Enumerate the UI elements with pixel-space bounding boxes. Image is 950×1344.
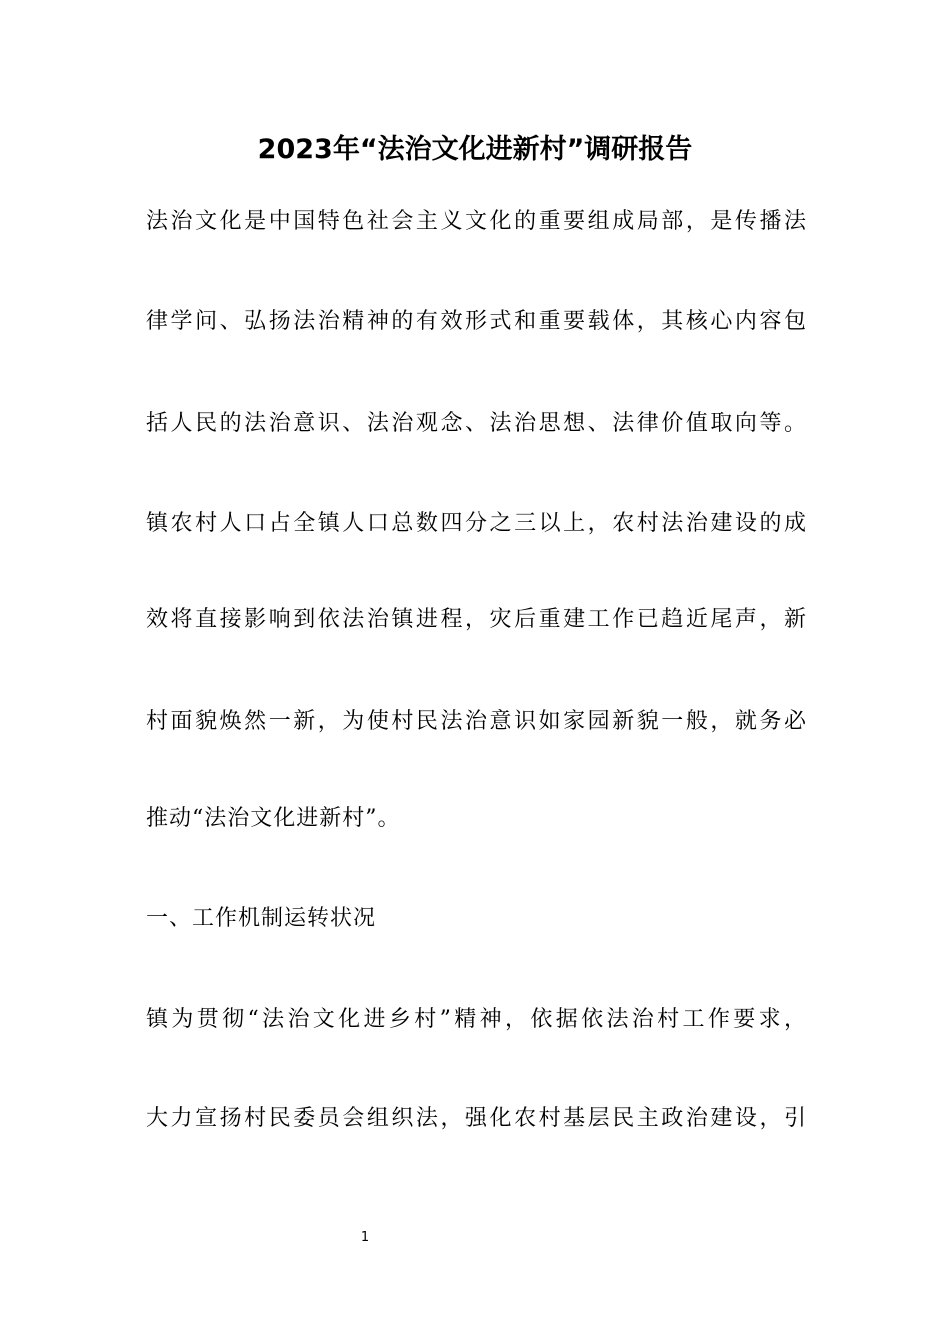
section-heading: 一、工作机制运转状况 <box>146 906 377 931</box>
paragraph-line: 律学问、弘扬法治精神的有效形式和重要载体，其核心内容包 <box>146 309 806 334</box>
paragraph-line: 推动“法治文化进新村”。 <box>146 806 401 831</box>
paragraph-line: 效将直接影响到依法治镇进程，灾后重建工作已趋近尾声，新 <box>146 607 806 632</box>
paragraph-line: 镇农村人口占全镇人口总数四分之三以上，农村法治建设的成 <box>146 511 806 536</box>
paragraph-line: 镇为贯彻“法治文化进乡村”精神，依据依法治村工作要求， <box>146 1007 806 1032</box>
paragraph-line: 大力宣扬村民委员会组织法，强化农村基层民主政治建设，引 <box>146 1106 806 1131</box>
paragraph-line: 括人民的法治意识、法治观念、法治思想、法律价值取向等。 <box>146 411 806 436</box>
paragraph-line: 法治文化是中国特色社会主义文化的重要组成局部，是传播法 <box>146 209 806 234</box>
page-number: 1 <box>360 1230 370 1245</box>
paragraph-line: 村面貌焕然一新，为使村民法治意识如家园新貌一般，就务必 <box>146 709 806 734</box>
document-title: 2023年“法治文化进新村”调研报告 <box>257 134 693 165</box>
